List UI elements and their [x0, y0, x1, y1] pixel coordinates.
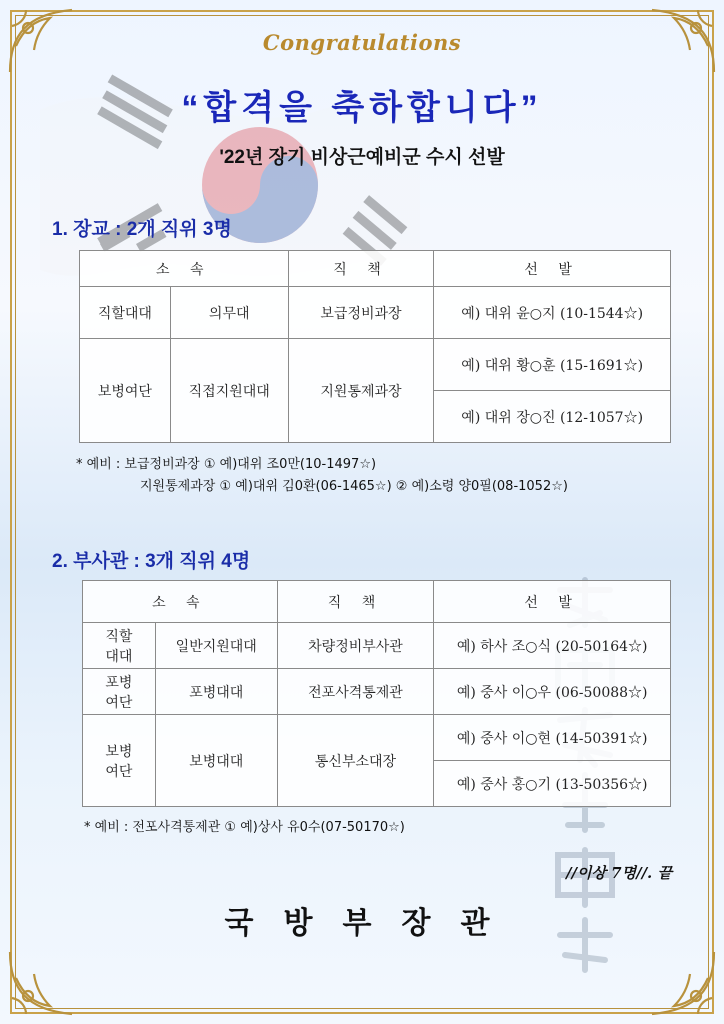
unit-line: 보병	[105, 743, 133, 760]
subunit-cell: 일반지원대대	[155, 623, 277, 669]
header-position: 직 책	[277, 581, 434, 623]
section2-title: 2. 부사관 : 3개 직위 4명	[52, 551, 251, 572]
unit-cell	[83, 669, 156, 715]
unit-cell: 직할대대	[80, 287, 171, 339]
selected-cell: 예) 대위 윤○지 (10-1544☆)	[434, 287, 671, 339]
unit-line: 포병	[105, 674, 133, 691]
corner-ornament-bottom-right	[648, 948, 718, 1018]
selected-cell: 예) 하사 조○식 (20-50164☆)	[434, 623, 671, 669]
selected-cell: 예) 대위 황○훈 (15-1691☆)	[434, 339, 671, 391]
officer-selection-table	[79, 250, 671, 443]
closing-remark: //이상 7명//. 끝	[566, 864, 672, 882]
unit-cell	[83, 715, 156, 807]
subunit-cell: 직접지원대대	[170, 339, 288, 443]
selected-cell: 예) 대위 장○진 (12-1057☆)	[434, 391, 671, 443]
header-selected: 선 발	[434, 251, 671, 287]
header-affiliation: 소 속	[83, 581, 278, 623]
subunit-cell: 보병대대	[155, 715, 277, 807]
reserve-note-nco: * 예비 : 전포사격통제관 ① 예)상사 유0수(07-50170☆)	[84, 820, 405, 835]
header-affiliation: 소 속	[80, 251, 289, 287]
table-header-row	[83, 581, 671, 623]
main-title: “합격을 축하합니다”	[181, 89, 543, 127]
selected-cell: 예) 중사 이○현 (14-50391☆)	[434, 715, 671, 761]
signer-title: 국방부장관	[224, 907, 520, 940]
table-row	[83, 669, 671, 715]
table-row	[83, 715, 671, 761]
table-header-row	[80, 251, 671, 287]
nco-selection-table	[82, 580, 671, 807]
unit-line: 여단	[105, 694, 133, 711]
corner-ornament-bottom-left	[6, 948, 76, 1018]
unit-cell: 보병여단	[80, 339, 171, 443]
unit-line: 직할	[105, 628, 133, 645]
position-cell: 보급정비과장	[288, 287, 434, 339]
section1-title: 1. 장교 : 2개 직위 3명	[52, 219, 232, 240]
subunit-cell: 의무대	[170, 287, 288, 339]
unit-line: 대대	[105, 648, 133, 665]
header-position: 직 책	[288, 251, 434, 287]
table-row	[83, 623, 671, 669]
table-row	[80, 339, 671, 391]
position-cell: 통신부소대장	[277, 715, 434, 807]
table-row	[80, 287, 671, 339]
position-cell: 지원통제과장	[288, 339, 434, 443]
congratulations-heading: Congratulations	[262, 30, 462, 55]
header-selected: 선 발	[434, 581, 671, 623]
selected-cell: 예) 중사 이○우 (06-50088☆)	[434, 669, 671, 715]
subtitle: '22년 장기 비상근예비군 수시 선발	[219, 147, 505, 168]
reserve-note-line2: 지원통제과장 ① 예)대위 김0환(06-1465☆) ② 예)소령 양0필(08-1052☆)	[140, 479, 568, 494]
position-cell: 차량정비부사관	[277, 623, 434, 669]
subunit-cell: 포병대대	[155, 669, 277, 715]
position-cell: 전포사격통제관	[277, 669, 434, 715]
reserve-note-line1: * 예비 : 보급정비과장 ① 예)대위 조0만(10-1497☆)	[76, 457, 377, 472]
unit-cell	[83, 623, 156, 669]
unit-line: 여단	[105, 763, 133, 780]
selected-cell: 예) 중사 홍○기 (13-50356☆)	[434, 761, 671, 807]
